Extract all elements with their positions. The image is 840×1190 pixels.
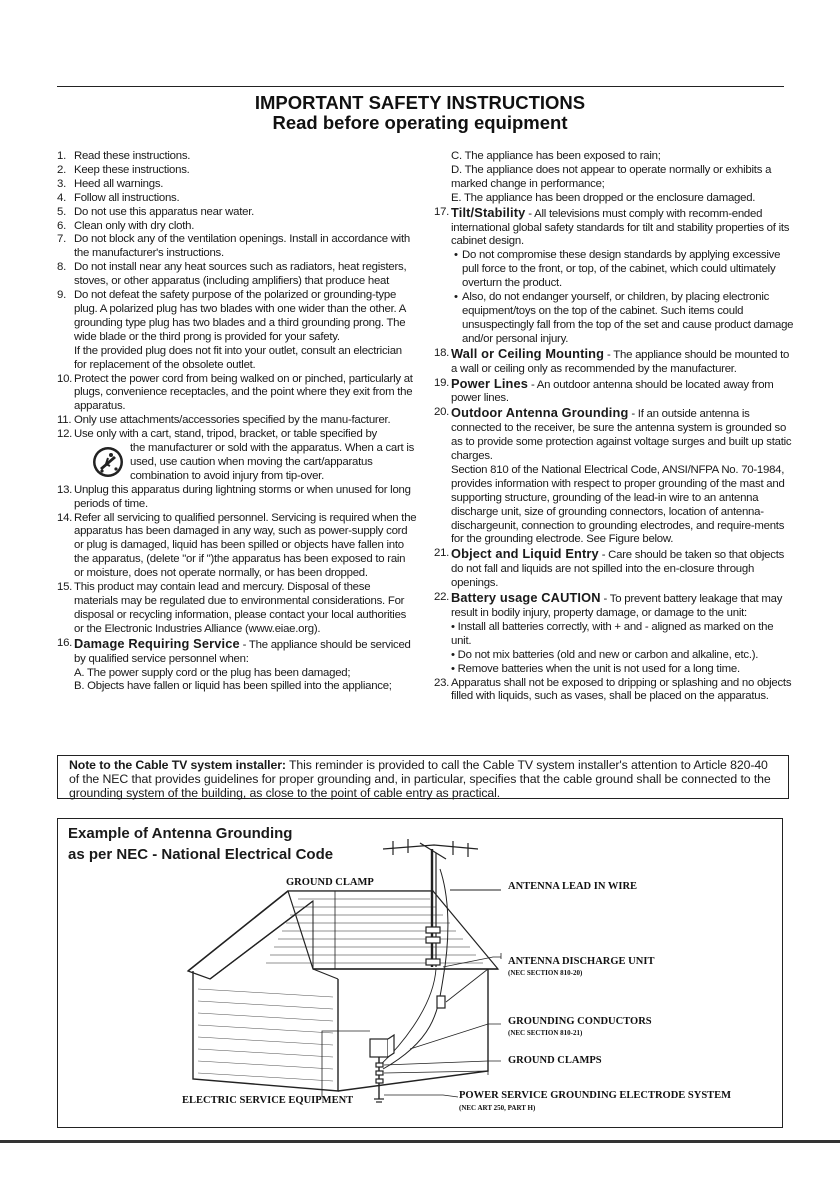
list-item: 23. Apparatus shall not be exposed to dripping or splashing and no objects filled with liquids, such as vases, shall be placed on the apparatus. — [434, 676, 792, 703]
note-heading: Note to the Cable TV system installer: — [69, 758, 286, 772]
diagram-title: Example of Antenna Grounding as per NEC - National Electrical Code — [68, 825, 334, 863]
list-item: 7. Do not block any of the ventilation openings. Install in accordance with the manufacturer's instructions. — [57, 233, 410, 260]
list-item: 6. Clean only with dry cloth. — [57, 219, 195, 232]
page-title — [0, 93, 840, 133]
list-item: 19. Power Lines - An outdoor antenna should be located away from power lines. — [434, 375, 774, 405]
title-line-2: Read before operating equipment — [272, 112, 568, 133]
list-item: D. The appliance does not appear to operate normally or exhibits a marked change in performance; — [451, 163, 772, 190]
list-item: 4. Follow all instructions. — [57, 191, 180, 204]
bottom-rule — [0, 1140, 840, 1143]
list-item: 5. Do not use this apparatus near water. — [57, 205, 255, 218]
item-heading: Wall or Ceiling Mounting — [451, 345, 605, 361]
label-power-section: (NEC ART 250, PART H) — [459, 1104, 536, 1112]
label-grounding-conductors: GROUNDING CONDUCTORS — [508, 1016, 652, 1027]
list-item: 2. Keep these instructions. — [57, 163, 190, 176]
list-item: 10. Protect the power cord from being walked on or pinched, particularly at plugs, convenience receptacles, and the point where they exit from the apparatus. — [57, 372, 413, 413]
list-item: 22. Battery usage CAUTION - To prevent battery leakage that may result in bodily injury, property damage, or damage to the unit: • Install all batteries correctly, with + and - aligned as marked on the unit. • Do not mix batteries (old and new or carbon and alkaline, etc.). • Remove batteries when the unit is not used for a long time. — [434, 590, 783, 675]
list-item: 21. Object and Liquid Entry - Care should be taken so that objects do not fall and liquids are not spilled into the en-closure through openings. — [434, 546, 785, 590]
antenna-grounding-diagram — [57, 818, 783, 1128]
list-item: 16. Damage Requiring Service - The appliance should be serviced by qualified service personnel when: A. The power supply cord or the plug has been damaged; B. Objects have fallen or liquid has been spilled into the appliance; — [57, 635, 411, 693]
left-column — [57, 150, 417, 694]
list-item: C. The appliance has been exposed to rain; — [451, 150, 661, 162]
note-text: This reminder is provided to call the Cable TV system installer's attention to Article 820-40 of the NEC that provides guidelines for proper grounding and, in particular, specifies that the cable ground shall be connected to the grounding system of the building, as close to the point of cable entry as practical. — [69, 758, 771, 801]
list-item: 18. Wall or Ceiling Mounting - The appliance should be mounted to a wall or ceiling only as recommended by the manufacturer. — [434, 345, 790, 375]
label-discharge-section: (NEC SECTION 810-20) — [508, 969, 583, 977]
list-item: 12. Use only with a cart, stand, tripod, bracket, or table specified by the manufacturer or sold with the apparatus. When a cart is used, use caution when moving the cart/apparatus combination to avoid injury from tip-over. — [57, 428, 415, 482]
label-antenna-lead-in: ANTENNA LEAD IN WIRE — [508, 881, 638, 892]
label-ground-clamps: GROUND CLAMPS — [508, 1055, 602, 1066]
label-electric-service: ELECTRIC SERVICE EQUIPMENT — [182, 1095, 354, 1106]
item-heading: Outdoor Antenna Grounding — [451, 405, 629, 421]
label-ground-clamp: GROUND CLAMP — [286, 877, 374, 888]
list-item: E. The appliance has been dropped or the enclosure damaged. — [451, 191, 756, 204]
list-item: 20. Outdoor Antenna Grounding - If an outside antenna is connected to the receiver, be sure the antenna system is grounded so as to provide some protection against voltage surges and built up static charges. Section 810 of the National Electrical Code, ANSI/NFPA No. 70-1984, provides information with respect to proper grounding of the mast and supporting structure, grounding of the lead-in wire to an antenna discharge unit, size of grounding connectors, location of antenna-dischargeunit, connection to grounding electrodes, and require-ments for the grounding electrode. See Figure below. — [434, 405, 792, 546]
item-heading: Power Lines — [451, 375, 529, 391]
list-item: 11. Only use attachments/accessories specified by the manu-facturer. — [57, 414, 391, 427]
title-line-1: IMPORTANT SAFETY INSTRUCTIONS — [254, 92, 586, 113]
label-power-electrode: POWER SERVICE GROUNDING ELECTRODE SYSTEM — [459, 1090, 732, 1101]
list-item: 13. Unplug this apparatus during lightning storms or when unused for long periods of time. — [57, 483, 411, 510]
label-discharge-unit: ANTENNA DISCHARGE UNIT — [508, 956, 655, 967]
list-item: 9. Do not defeat the safety purpose of the polarized or grounding-type plug. A polarized plug has two blades with one wider than the other. A grounding type plug has two blades and a third grounding prong. The wide blade or the third prong is provided for your safety. If the provided plug does not fit into your outlet, consult an electrician for replacement of the obsolete outlet. — [57, 289, 406, 371]
right-column — [434, 150, 794, 704]
cart-tipover-warning-icon — [92, 446, 124, 478]
item-heading: Damage Requiring Service — [74, 635, 240, 651]
bullet-icon: • — [454, 291, 458, 304]
cable-installer-note — [57, 755, 789, 799]
list-item: 17. Tilt/Stability - All televisions must comply with recomm-ended international global safety standards for tilt and stability properties of its cabinet design. • Do not compromise these design standards by applying excessive pull force to the front, or top, of the cabinet, which could ultimately overturn the product. • Also, do not endanger yourself, or children, by placing electronic equipment/toys on the top of the cabinet. Such items could unsuspectingly fall from the top of the set and cause product damage and/or personal injury. — [434, 204, 794, 345]
label-conductors-section: (NEC SECTION 810-21) — [508, 1029, 583, 1037]
list-item: 8. Do not install near any heat sources such as radiators, heat registers, stoves, or other apparatus (including amplifiers) that produce heat — [57, 261, 407, 288]
house-antenna-illustration — [58, 819, 782, 1127]
item-heading: Object and Liquid Entry — [451, 546, 599, 562]
item-heading: Tilt/Stability — [451, 204, 526, 220]
list-item: 15. This product may contain lead and mercury. Disposal of these materials may be regulated due to environmental considerations. For disposal or recycling information, please contact your local authorities or the Electronic Industries Alliance (www.eiae.org). — [57, 581, 407, 635]
item-heading: Battery usage CAUTION — [451, 590, 601, 606]
list-item: 3. Heed all warnings. — [57, 177, 164, 190]
top-rule — [57, 86, 784, 87]
bullet-icon: • — [454, 249, 458, 262]
list-item: 14. Refer all servicing to qualified personnel. Servicing is required when the apparatus has been damaged in any way, such as power-supply cord or plug is damaged, liquid has been spilled or objects have fallen into the apparatus, (delete "or if ")the apparatus has been exposed to rain or moisture, does not operate normally, or has been dropped. — [57, 511, 417, 580]
list-item: 1. Read these instructions. — [57, 150, 191, 162]
